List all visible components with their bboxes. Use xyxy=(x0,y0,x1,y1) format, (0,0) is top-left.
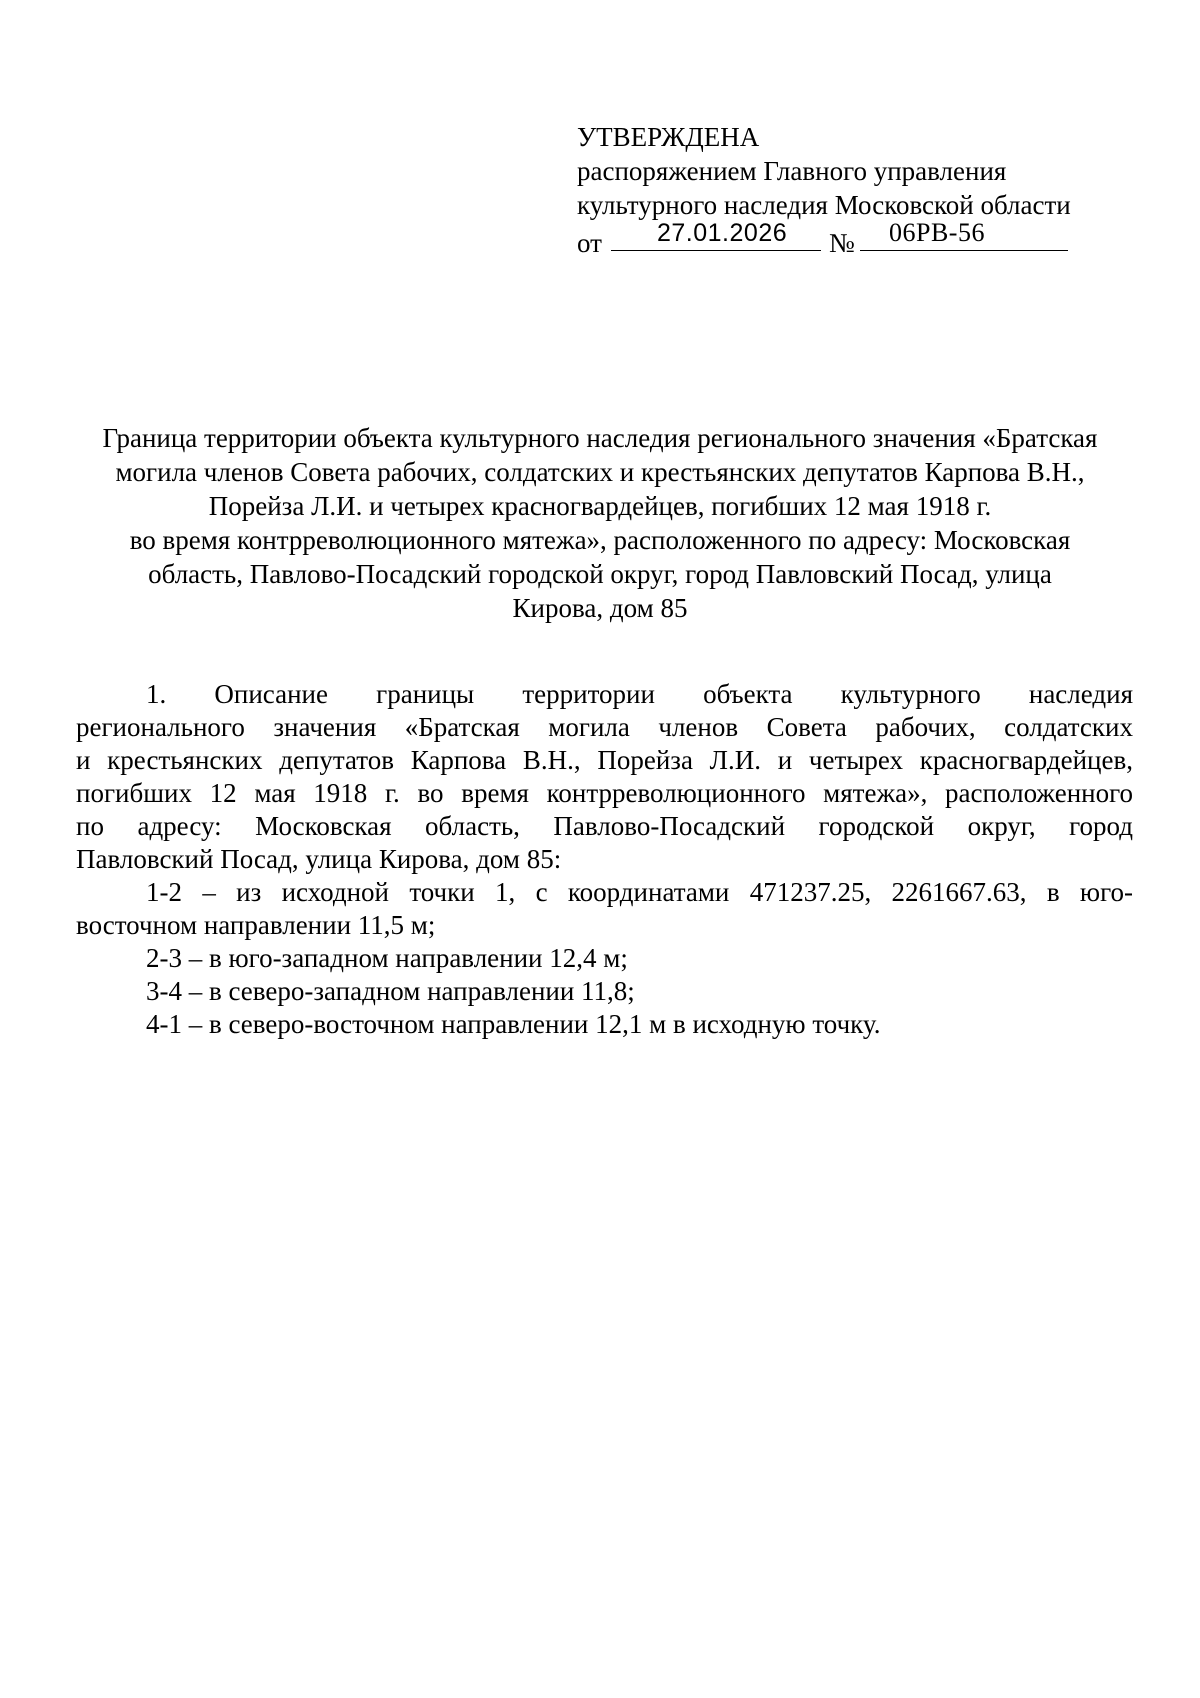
date-field xyxy=(611,219,821,251)
title-line: Кирова, дом 85 xyxy=(512,593,688,623)
paragraph-line: погибших 12 мая 1918 г. во время контрреволюционного мятежа», расположенного xyxy=(76,778,1133,808)
paragraph-line: регионального значения «Братская могила членов Совета рабочих, солдатских xyxy=(76,712,1133,742)
paragraph-line: 1. Описание границы территории объекта культурного наследия xyxy=(146,679,1133,709)
approval-line-1: распоряжением Главного управления xyxy=(577,156,1007,186)
approval-number: 06РВ-56 xyxy=(889,218,985,247)
approval-line-2: культурного наследия Московской области xyxy=(577,190,1071,220)
document-title xyxy=(60,421,1140,625)
title-line: Граница территории объекта культурного наследия регионального значения «Братская xyxy=(102,423,1098,453)
paragraph-line: и крестьянских депутатов Карпова В.Н., Порейза Л.И. и четырех красногвардейцев, xyxy=(76,745,1133,775)
number-label: № xyxy=(829,228,855,258)
paragraph-line: по адресу: Московская область, Павлово-Посадский городской округ, город xyxy=(76,811,1133,841)
segment-line: 1-2 – из исходной точки 1, с координатами 471237.25, 2261667.63, в юго- xyxy=(146,877,1133,907)
approval-date: 27.01.2026 xyxy=(657,219,788,247)
title-line: Порейза Л.И. и четырех красногвардейцев, погибших 12 мая 1918 г. xyxy=(208,491,992,521)
segment-line: 3-4 – в северо-западном направлении 11,8; xyxy=(146,976,635,1006)
paragraph-line: Павловский Посад, улица Кирова, дом 85: xyxy=(76,844,562,874)
approval-date-row xyxy=(577,218,1117,258)
title-line: во время контрреволюционного мятежа», расположенного по адресу: Московская xyxy=(129,525,1071,555)
document-body xyxy=(76,678,1133,1041)
title-line: область, Павлово-Посадский городской округ, город Павловский Посад, улица xyxy=(148,559,1052,589)
from-label: от xyxy=(577,228,602,258)
approval-block xyxy=(577,120,1117,256)
segment-line: 4-1 – в северо-восточном направлении 12,1 м в исходную точку. xyxy=(146,1009,881,1039)
approval-heading: УТВЕРЖДЕНА xyxy=(577,122,760,152)
title-line: могила членов Совета рабочих, солдатских и крестьянских депутатов Карпова В.Н., xyxy=(115,457,1085,487)
number-field xyxy=(860,218,1068,251)
segment-line: восточном направлении 11,5 м; xyxy=(76,910,436,940)
segment-line: 2-3 – в юго-западном направлении 12,4 м; xyxy=(146,943,628,973)
